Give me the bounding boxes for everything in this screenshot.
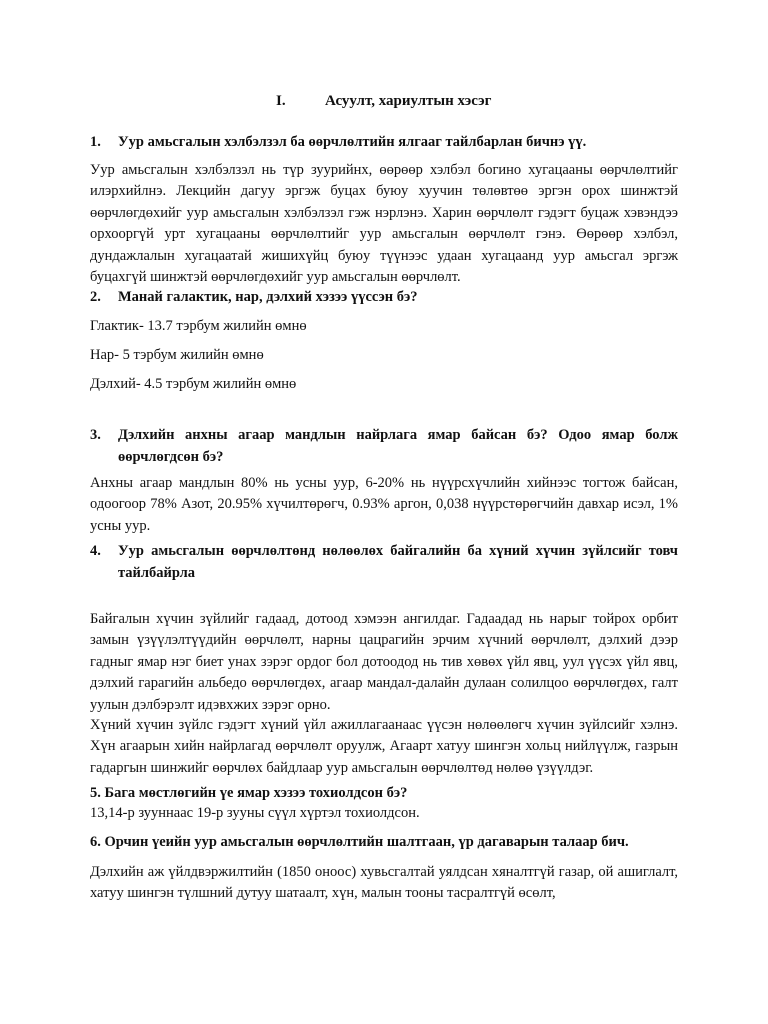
answer-1: Уур амьсгалын хэлбэлзэл нь түр зуурийнх, өөрөөр хэлбэл богино хугацааны өөрчлөлтийг илэрхийлнэ. Лекцийн дагуу эргэж буцах буюу хуучин төлөвтөө эргэн орох шинжтэй өөрчлөгдөхийг уур амьсгалын хэлбэлзэл гэж нэрлэнэ. Харин өөрчлөлт гэдэгт буцаж хэвэндээ орхооргүй урт хугацааны өөрчлөлтийг уур амьсгалын өөрчлөлт гэнэ. Өөрөөр хэлбэл, дундажлалын хугацаатай жишихүйц буюу түүнээс удаан хугацаанд уур амьсгал эргэж буцахгүй шинжтэй өөрчлөгдөхийг уур амьсгалын өөрчлөлт. [90,162,678,286]
question-2-number: 2. [90,289,101,305]
question-3-text: Дэлхийн анхны агаар мандлын найрлага ямар байсан бэ? Одоо ямар болж өөрчлөгдсөн бэ? [118,427,678,465]
section-number: I. [276,93,286,109]
answer-4-natural: Байгалын хүчин зүйлийг гадаад, дотоод хэмээн ангилдаг. Гадаадад нь нарыг тойрох орбит замын үзүүлэлтүүдийн өөрчлөлт, нарны цацрагийн эрчим хүчний өөрчлөлт, дэлхий дээр гадныг ямар нэг биет унах зэрэг ордог бол дотоодод нь тив хөвөх үйл явц, уул үүсэх үйл явц, дэлхий гарагийн альбедо өөрчлөгдөх, агаар мандал-далайн дулаан солилцоо өөрчлөгдөх, галт уулын дэлбэрэлт идэвхжих зэрэг орно. [90,611,678,713]
question-4 [90,540,678,584]
question-4-text: Уур амьсгалын өөрчлөлтөнд нөлөөлөх байгалийн ба хүний хүчин зүйлсийг товч тайлбайрла [118,543,678,581]
answer-2-sun: Нар- 5 тэрбум жилийн өмнө [90,347,264,363]
question-5 [90,782,678,804]
question-2 [90,286,678,308]
question-1-text: Уур амьсгалын хэлбэлзэл ба өөрчлөлтийн ялгааг тайлбарлан бичнэ үү. [118,134,587,150]
section-title: Асуулт, хариултын хэсэг [325,93,492,109]
answer-3: Анхны агаар мандлын 80% нь усны уур, 6-20% нь нүүрсхүчлийн хийнээс тогтож байсан, одоогоор 78% Азот, 20.95% хүчилтөрөгч, 0.93% аргон, 0,038 нүүрстөрөгчийн давхар исэл, 1% усны уур. [90,475,678,534]
answer-6: Дэлхийн аж үйлдвэржилтийн (1850 оноос) хувьсгалтай уялдсан хяналтгүй газар, ой ашиглалт, хатуу шингэн түлшний дутуу шатаалт, хүн, малын тооны тасралтгүй өсөлт, [90,864,678,902]
answer-4-human: Хүний хүчин зүйлс гэдэгт хүний үйл ажиллагаанаас үүсэн нөлөөлөгч хүчин зүйлсийг хэлнэ. Хүн агаарын хийн найрлагад өөрчлөлт оруулж, Агаарт хатуу шингэн хольц нийлүүлж, газрын гадаргын шинжийг өөрчлөх байдлаар уур амьсгалын өөрчлөлтөд нөлөө үзүүлдэг. [90,717,678,776]
question-6-text: 6. Орчин үеийн уур амьсгалын өөрчлөлтийн шалтгаан, үр дагаварын талаар бич. [90,834,629,850]
answer-2-earth: Дэлхий- 4.5 тэрбум жилийн өмнө [90,376,297,392]
question-5-text: 5. Бага мөстлөгийн үе ямар хэзээ тохиолдсон бэ? [90,785,408,801]
answer-5: 13,14-р зууннаас 19-р зууны сүүл хүртэл тохиолдсон. [90,805,420,821]
question-4-number: 4. [90,543,101,559]
question-1-number: 1. [90,134,101,150]
question-6 [90,831,678,853]
question-3-number: 3. [90,427,101,443]
answer-2-galaxy: Глактик- 13.7 тэрбум жилийн өмнө [90,318,307,334]
question-2-text: Манай галактик, нар, дэлхий хэзээ үүссэн бэ? [118,289,418,305]
question-3 [90,424,678,468]
question-1 [90,131,678,153]
